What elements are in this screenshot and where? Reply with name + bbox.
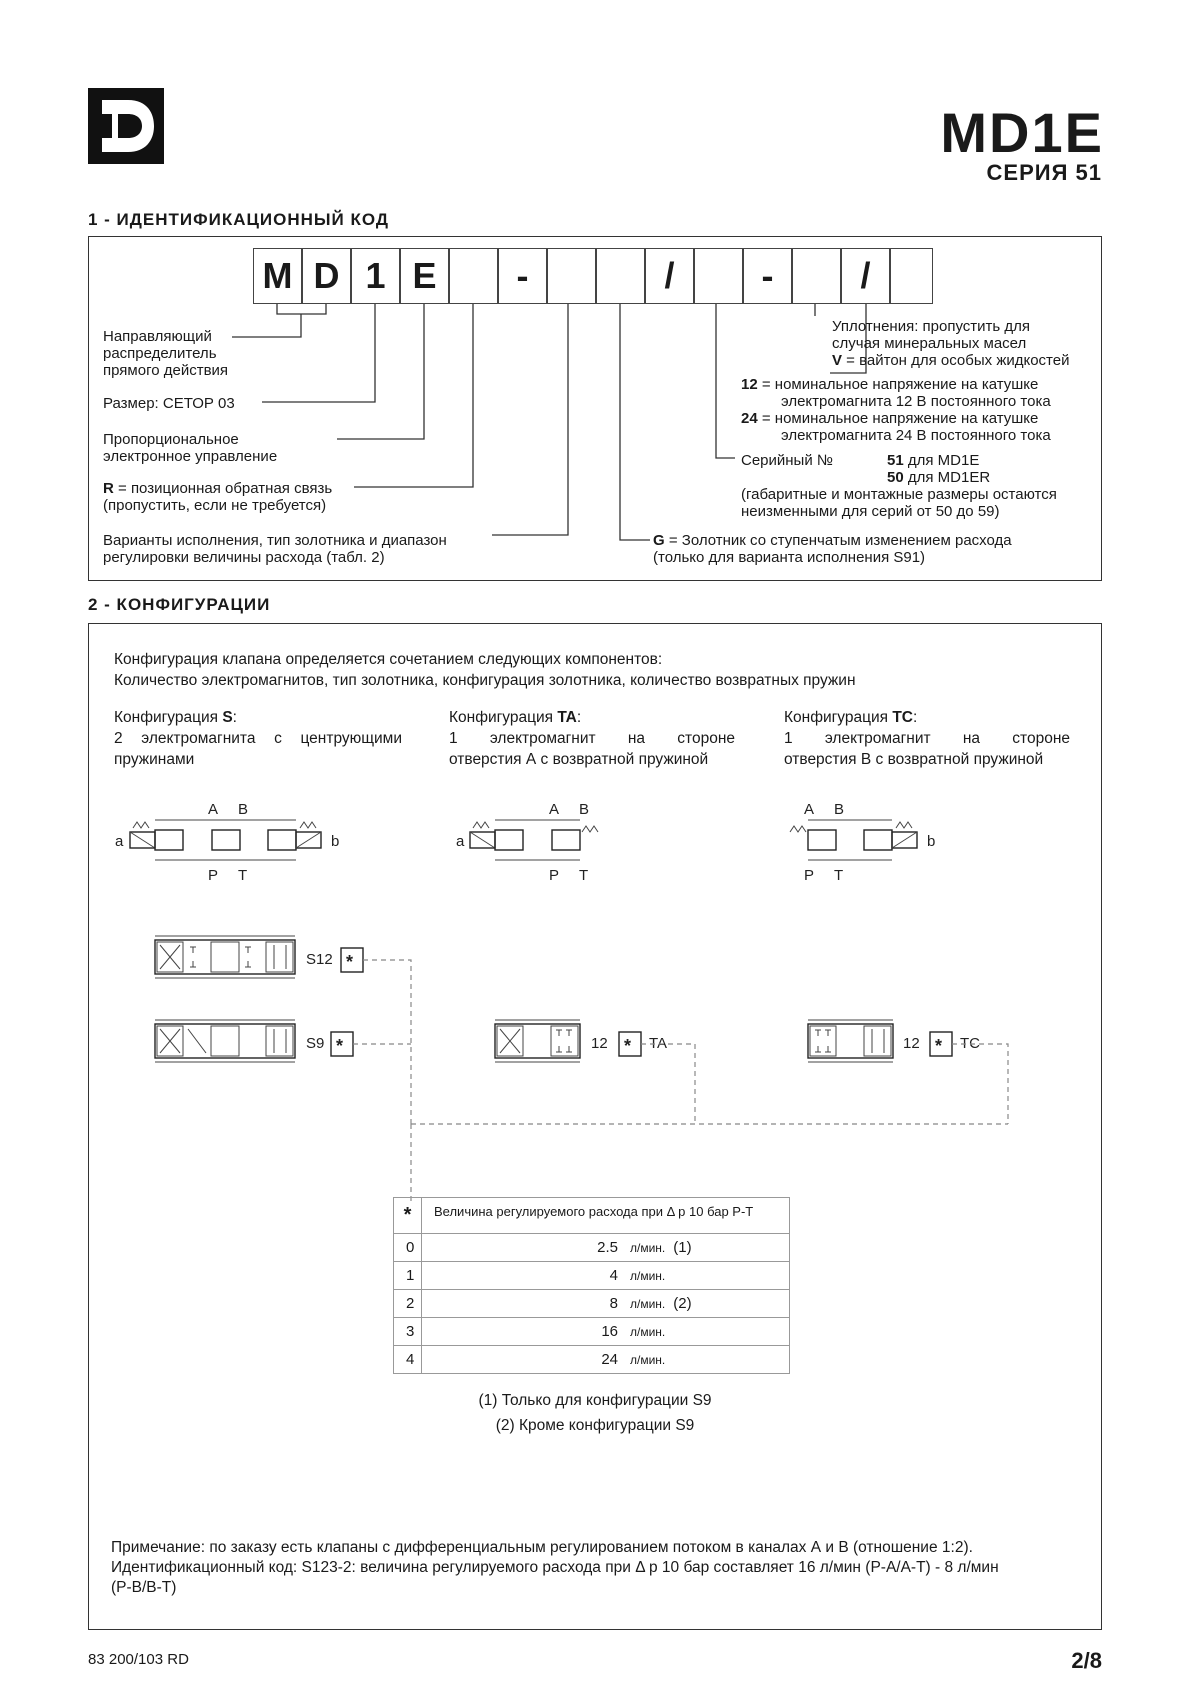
table-row (394, 1262, 790, 1290)
flow-footnotes (393, 1388, 797, 1438)
config-code: S (222, 709, 233, 726)
section2-title: 2 - КОНФИГУРАЦИИ (88, 595, 271, 614)
config-colon: : (913, 709, 918, 726)
config-desc: отверстия В с возвратной пружиной (784, 751, 1044, 768)
label-variants (103, 532, 447, 566)
port-label: T (238, 867, 248, 884)
valve-symbol-ta (456, 801, 598, 884)
row-value: 8 (609, 1295, 618, 1312)
spool-code: S12 (306, 951, 333, 968)
label-line: случая минеральных масел (832, 335, 1027, 352)
code-key: G (653, 532, 665, 549)
config-note (111, 1538, 1091, 1598)
star-mark: * (624, 1036, 632, 1056)
label-line (741, 469, 1057, 486)
star-mark: * (336, 1036, 344, 1056)
series-label: СЕРИЯ 51 (986, 160, 1102, 185)
row-note: (2) (673, 1295, 692, 1312)
port-label: B (579, 801, 590, 818)
label-line: (только для варианта исполнения S91) (653, 549, 926, 566)
page-number: 2/8 (1071, 1648, 1102, 1673)
config-intro (114, 649, 856, 691)
port-label: a (115, 833, 124, 850)
flow-table (393, 1197, 790, 1374)
label-line: электромагнита 12 В постоянного тока (781, 393, 1051, 410)
row-unit: л/мин. (630, 1325, 666, 1339)
code-key: 24 (741, 410, 758, 427)
row-value: 4 (609, 1267, 618, 1284)
note-line: (P-B/B-T) (111, 1579, 177, 1596)
label-line: Направляющий (103, 328, 212, 345)
section1-title: 1 - ИДЕНТИФИКАЦИОННЫЙ КОД (88, 210, 389, 229)
table-row (394, 1346, 790, 1374)
header-star: * (394, 1198, 422, 1234)
label-line: Варианты исполнения, тип золотника и диапазон (103, 532, 447, 549)
port-label: b (927, 833, 936, 850)
intro-line: Количество электромагнитов, тип золотника, конфигурация золотника, количество возвратных пружин (114, 672, 856, 689)
star-mark: * (346, 952, 354, 972)
code-key: 50 (887, 469, 904, 486)
note-line: Идентификационный код: S123-2: величина регулируемого расхода при Δ р 10 бар составляет 16 л/мин (P-A/A-T) - 8 л/мин (111, 1559, 999, 1576)
label-text: = вайтон для особых жидкостей (842, 352, 1070, 369)
code-cell: M (253, 248, 302, 304)
code-key: 12 (741, 376, 758, 393)
port-label: A (208, 801, 219, 818)
flow-table-header (394, 1198, 790, 1234)
dashed-connectors (353, 960, 1008, 1202)
spool-code: TA (649, 1035, 668, 1052)
port-label: P (549, 867, 560, 884)
config-desc: отверстия А с возвратной пружиной (449, 751, 709, 768)
config-head-text: Конфигурация (114, 709, 223, 726)
spool-ta (495, 1020, 580, 1062)
row-note: (1) (673, 1239, 692, 1256)
port-label: b (331, 833, 340, 850)
intro-line: Конфигурация клапана определяется сочетанием следующих компонентов: (114, 651, 663, 668)
row-value-cell (422, 1346, 790, 1374)
spool-code: S9 (306, 1035, 325, 1052)
label-feedback (103, 480, 332, 514)
label-proportional (103, 431, 277, 465)
spool-number: 12 (903, 1035, 920, 1052)
label-text: = Золотник со ступенчатым изменением расхода (664, 532, 1012, 549)
config-head-text: Конфигурация (449, 709, 558, 726)
label-line: неизменными для серий от 50 до 59) (741, 503, 1000, 520)
port-label: T (579, 867, 589, 884)
code-cell: E (400, 248, 449, 304)
config-code: TC (892, 709, 913, 726)
row-unit: л/мин. (630, 1241, 666, 1255)
label-line (741, 376, 1051, 393)
config-desc: 2 электромагнита с центрующими (114, 730, 402, 747)
config-s (114, 707, 402, 770)
code-cell: - (498, 248, 547, 304)
spool-tc (808, 1020, 893, 1062)
star-mark: * (935, 1036, 943, 1056)
spool-code: TC (960, 1035, 980, 1052)
label-g-spool (653, 532, 1012, 566)
label-line (741, 410, 1051, 427)
port-label: a (456, 833, 465, 850)
config-colon: : (576, 709, 582, 726)
label-line: электромагнита 24 В постоянного тока (781, 427, 1051, 444)
code-cell: - (743, 248, 792, 304)
label-line: (габаритные и монтажные размеры остаются (741, 486, 1057, 503)
port-label: P (804, 867, 815, 884)
document-code: 83 200/103 RD (88, 1651, 189, 1668)
config-heading (784, 707, 1070, 728)
label-size: Размер: СЕТОР 03 (103, 395, 235, 412)
label-line (832, 352, 1069, 369)
table-row (394, 1290, 790, 1318)
label-text: Серийный № (741, 452, 833, 469)
label-seals (832, 318, 1069, 369)
row-value: 16 (601, 1323, 618, 1340)
row-value-cell (422, 1318, 790, 1346)
code-cell: / (645, 248, 694, 304)
label-text: = позиционная обратная связь (113, 480, 333, 497)
label-directional (103, 328, 228, 379)
port-label: A (804, 801, 815, 818)
row-unit: л/мин. (630, 1297, 666, 1311)
table-row (394, 1318, 790, 1346)
config-code: TA (557, 709, 577, 726)
valve-symbol-s (115, 801, 339, 884)
label-serial (741, 452, 1057, 520)
table-row (394, 1234, 790, 1262)
footnote: (1) Только для конфигурации S9 (478, 1392, 712, 1409)
label-line: прямого действия (103, 362, 229, 379)
code-cell: / (841, 248, 890, 304)
hydraulic-symbols (0, 790, 1200, 1230)
row-value-cell (422, 1290, 790, 1318)
label-line (741, 452, 1057, 469)
port-label: T (834, 867, 844, 884)
code-cell: D (302, 248, 351, 304)
spool-number: 12 (591, 1035, 608, 1052)
code-key: V (832, 352, 843, 369)
spool-s9 (155, 1020, 295, 1062)
label-text: = номинальное напряжение на катушке (757, 376, 1039, 393)
port-label: B (834, 801, 845, 818)
config-colon: : (232, 709, 237, 726)
config-ta (449, 707, 735, 770)
label-text: = номинальное напряжение на катушке (757, 410, 1039, 427)
label-line: Уплотнения: пропустить для (832, 318, 1031, 335)
row-value-cell (422, 1234, 790, 1262)
config-desc: 1 электромагнит на стороне (784, 730, 1070, 747)
config-heading (449, 707, 735, 728)
config-desc: 1 электромагнит на стороне (449, 730, 735, 747)
code-cell: 1 (351, 248, 400, 304)
label-line (103, 480, 332, 497)
row-code: 1 (394, 1262, 422, 1290)
config-desc: пружинами (114, 751, 195, 768)
label-voltage (741, 376, 1051, 444)
note-line: Примечание: по заказу есть клапаны с дифференциальным регулированием потоком в каналах А и В (отношение 1:2). (111, 1539, 973, 1556)
config-heading (114, 707, 402, 728)
footnote: (2) Кроме конфигурации S9 (495, 1417, 695, 1434)
config-tc (784, 707, 1070, 770)
label-line: распределитель (103, 345, 217, 362)
row-value-cell (422, 1262, 790, 1290)
label-line: электронное управление (103, 448, 278, 465)
code-key: 51 (887, 452, 904, 469)
label-line: регулировки величины расхода (табл. 2) (103, 549, 385, 566)
valve-symbol-tc (790, 801, 935, 884)
row-unit: л/мин. (630, 1269, 666, 1283)
label-text: для MD1E (903, 452, 980, 469)
spool-s12 (155, 936, 295, 978)
label-line: (пропустить, если не требуется) (103, 497, 327, 514)
row-code: 2 (394, 1290, 422, 1318)
port-label: P (208, 867, 219, 884)
label-line (653, 532, 1012, 549)
row-code: 4 (394, 1346, 422, 1374)
row-code: 3 (394, 1318, 422, 1346)
port-label: A (549, 801, 560, 818)
config-head-text: Конфигурация (784, 709, 893, 726)
header-label: Величина регулируемого расхода при Δ р 10 бар P-T (422, 1198, 790, 1234)
label-line: Пропорциональное (103, 431, 239, 448)
model-title: MD1E (940, 101, 1104, 164)
code-key: R (103, 480, 114, 497)
label-text: для MD1ER (903, 469, 991, 486)
row-value: 24 (601, 1351, 618, 1368)
row-unit: л/мин. (630, 1353, 666, 1367)
row-code: 0 (394, 1234, 422, 1262)
port-label: B (238, 801, 249, 818)
row-value: 2.5 (597, 1239, 618, 1256)
